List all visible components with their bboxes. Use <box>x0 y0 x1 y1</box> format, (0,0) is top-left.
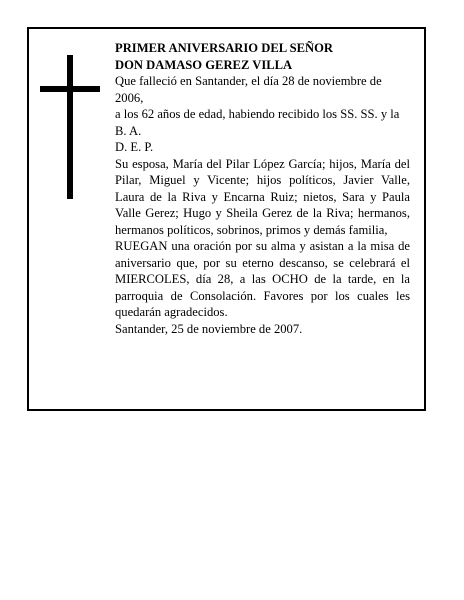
notice-body <box>115 40 410 337</box>
age-info: a los 62 años de edad, habiendo recibido los SS. SS. y la B. A. <box>115 107 400 138</box>
cross-vertical-bar <box>67 55 73 199</box>
cross-horizontal-bar <box>40 86 100 92</box>
place-date-line: Santander, 25 de noviembre de 2007. <box>115 321 303 336</box>
notice-heading-line2: DON DAMASO GEREZ VILLA <box>115 57 293 72</box>
cross-icon <box>40 55 100 199</box>
dep-line: D. E. P. <box>115 140 154 154</box>
mass-request: RUEGAN una oración por su alma y asistan a la misa de aniversario que, por su eterno descanso, se celebrará el MIERCOLES, día 28, a las OCHO de la tarde, en la parroquia de Consolación. Favores por los cuales les quedarán agradecidos. <box>115 239 410 319</box>
obituary-notice <box>27 27 426 411</box>
death-info: Que falleció en Santander, el día 28 de noviembre de 2006, <box>115 74 382 105</box>
family-list: Su esposa, María del Pilar López García; hijos, María del Pilar, Miguel y Vicente; hijos políticos, Javier Valle, Laura de la Riva y Encarna Ruiz; nietos, Sara y Paula Valle Gerez; Hugo y Sheila Gerez de la Riva; hermanos, hermanos políticos, sobrinos, primos y demás familia, <box>115 156 410 237</box>
notice-heading-line1: PRIMER ANIVERSARIO DEL SEÑOR <box>115 41 333 55</box>
